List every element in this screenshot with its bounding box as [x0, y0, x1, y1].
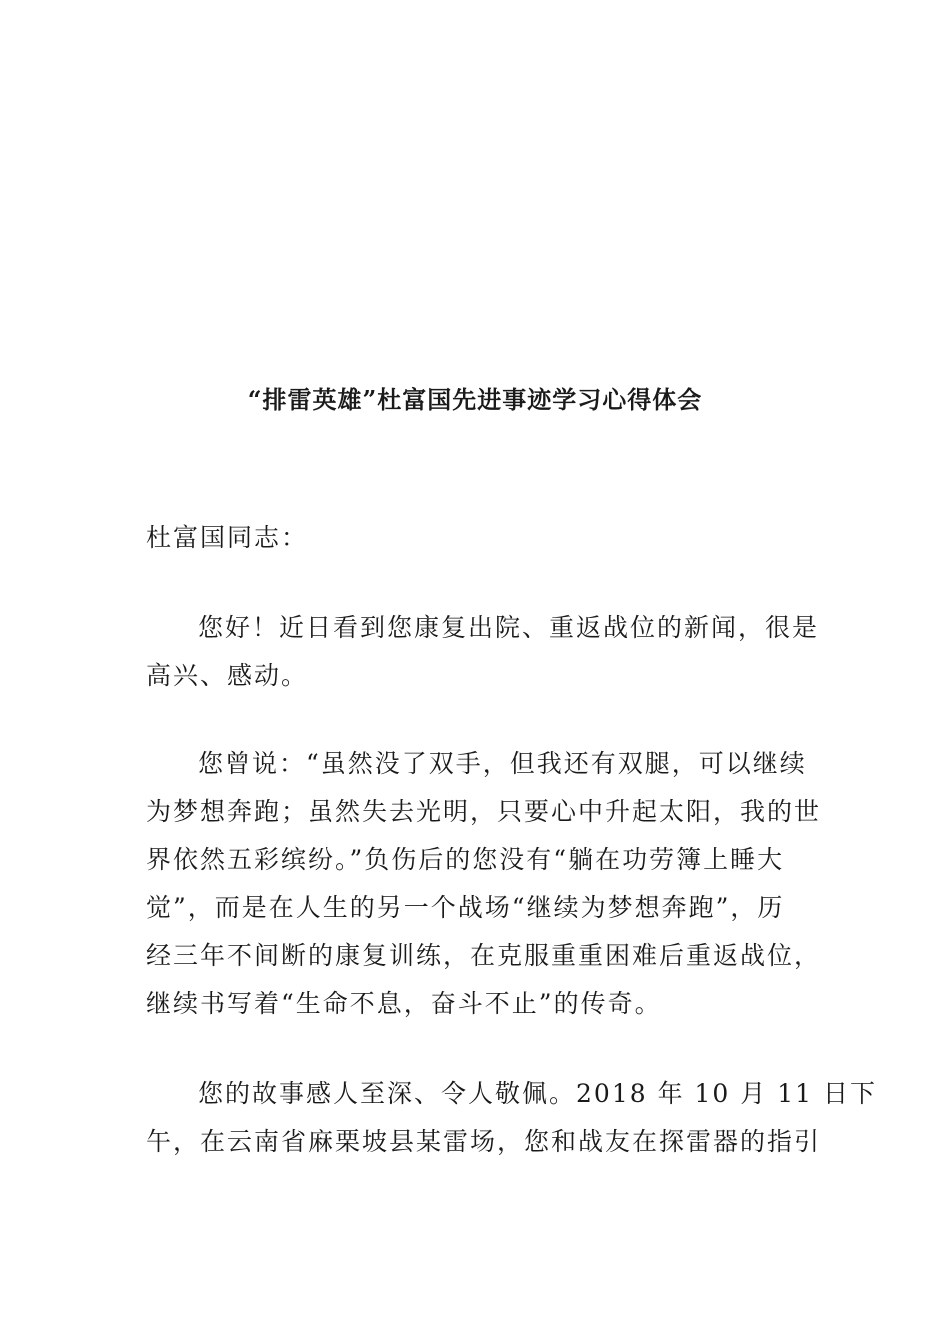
paragraph-line: 继续书写着“生命不息，奋斗不止”的传奇。 [146, 989, 662, 1018]
paragraph-2 [146, 740, 822, 1028]
salutation: 杜富国同志： [146, 523, 309, 552]
paragraph-line: 高兴、感动。 [146, 661, 309, 690]
paragraph-line: 您好！近日看到您康复出院、重返战位的新闻，很是 [198, 613, 820, 642]
paragraph-3 [146, 1070, 877, 1166]
paragraph-line: 午，在云南省麻栗坡县某雷场，您和战友在探雷器的指引 [146, 1127, 822, 1156]
paragraph-line: 您的故事感人至深、令人敬佩。2018 年 10 月 11 日下 [198, 1079, 877, 1108]
paragraph-line: 觉”，而是在人生的另一个战场“继续为梦想奔跑”，历 [146, 893, 785, 922]
paragraph-line: 您曾说：“虽然没了双手，但我还有双腿，可以继续 [198, 749, 807, 778]
paragraph-line: 为梦想奔跑；虽然失去光明，只要心中升起太阳，我的世 [146, 797, 822, 826]
paragraph-1 [146, 604, 820, 700]
paragraph-line: 界依然五彩缤纷。”负伤后的您没有“躺在功劳簿上睡大 [146, 845, 785, 874]
document-title: “排雷英雄”杜富国先进事迹学习心得体会 [247, 385, 703, 414]
paragraph-line: 经三年不间断的康复训练，在克服重重困难后重返战位， [146, 941, 822, 970]
